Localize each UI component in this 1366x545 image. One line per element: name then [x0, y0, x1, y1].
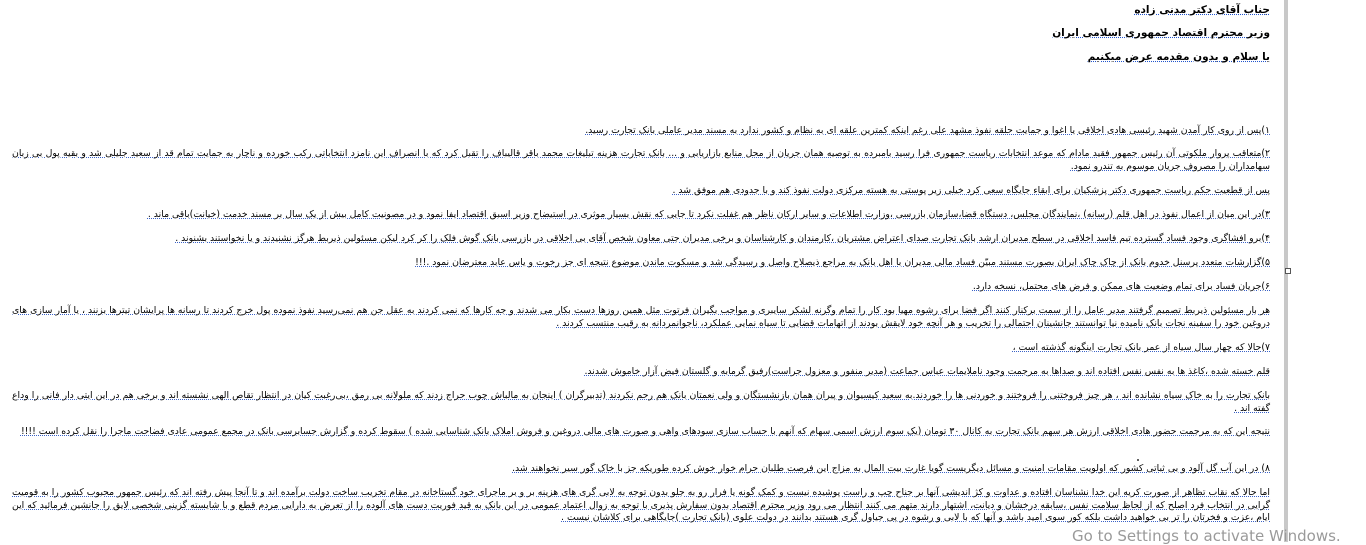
paragraph-11: بانک تجارت را به خاک سیاه نشانده اند ، هر چیز فروختنی را فروختند و خوردنی ها را خوردند.به سعید کیسیوان و پیران همان بازنشستگان و ولی نعمتان بانک هم رحم نکردند (تدبیرگران ) اینجان به مالباش چوب حراج زدند که ملولانه بی رمق ،بی‌رغبت کیان در انتظار تقاص الهی نشسته اند و برخی هم در این ایتی دار فانی را وداع گفته اند . — [12, 390, 1270, 414]
activation-watermark: Go to Settings to activate Windows. — [1072, 527, 1341, 545]
cursor-dot — [1137, 459, 1139, 461]
paragraph-8: هر بار مسئولین ذیربط تصمیم گرفتند مدیر عامل را از سمت برکنار کنند اگر فضا برای رشوه مهیا بود کار را تمام وگرنه لشکر سایبری و مواجب بگیران فرتوت مثل همین روزها دست بکار می شدند و جه کارها که نمی کردند به عقل جن هم نمی‌رسید نفوذ نموده پول خرج کردند تا رسانه ها پرایشان تیترها بزنند ، یا آمار سازی های دروغین خود را سفینه نجات بانک نامیده نیا توانستند جانشینان احتمالی را تخریب و هر آنچه خود لایقش بودند از اتهامات قضایی تا سیاه نمایی عملکرد، ناجوانمردانه به رقیب منتسب کردند . — [12, 305, 1270, 329]
paragraph-4: ۳)در این میان از اعمال نفوذ در اهل قلم (رسانه) ،نمایندگان مجلس، دستگاه قضا،سازمان بازرسی ،وزارت اطلاعات و سایر ارکان ناظر هم غفلت نکرد تا جایی که نقش بسیار موثری در استیضاح وزیر اسبق اقتصاد ایفا نمود و در مصونیت کامل بیش از یک سال بر مسند خدمت (خیانت)باقی ماند . — [147, 209, 1270, 220]
paragraph-12: نتیجه این که به مرجمت حضور هادی اخلاقی ارزش هر سهم بانک تجارت به کانال ۳۰ تومان (یک سوم ارزش اسمی سهام که آنهم با حساب سازی سودهای واهی و صورت های مالی دروغین و فروش املاک بانک شناسایی شده ) سقوط کرده و گزارش جسابرسی بانک در مجمع عمومی عادی فضاحت ماجرا را نقل کرده است !!!! — [20, 426, 1270, 437]
paragraph-6: ۵)گزارشات متعدد پرسنل خدوم بانک از چاک چاک ایران بصورت مستند مبیّن فساد مالی مدیران با اهل بانک به مراجع ذیصلاح واصل و رسیدگی شد و مسکوت ماندن موضوع نتیجه ای جز رخوت و یاس عابد معترضان نمود .!!! — [415, 257, 1270, 268]
addressee-line-2: وزیر محترم اقتصاد جمهوری اسلامی ایران — [1052, 27, 1270, 39]
paragraph-5: ۴)برو افشاگری وجود فساد گسترده تیم فاسد اخلاقی در سطح مدیران ارشد بانک تجارت صدای اعتراض مشتریان ،کارمندان و کارشناسان و برخی مدیران جتی معاون شخص آقای بی اخلاقی در بازرسی بانک گوش فلک را کر کرد لیکن مسئولین ذیربط هرگز نشنیدند و یا نخواستند بشنوند . — [175, 233, 1270, 244]
paragraph-14: اما حالا که نقاب تظاهر از صورت کریه این خدا نشناسان افتاده و عداوت و کژ اندیشی آنها بر جناح چپ و راست پوشیده نیست و کمک گونه یا فرار رو به جلو بدون توجه به لابی گری های هزینه بر و بر ماجرای خود گستاخانه در مقام تخریب ساخت دولت برآمده اند و تا آنجا پیش رفته اند که رئیس جمهور محبوب کشور را به قومیت گرایی در انتخاب فرد اصلح که از لحاظ سلامت نفس ،سابقه درخشان و دیانت، اشتهار دارند متهم می کنند انتظار می رود وزیر محترم اقتصاد بدون سفارش پذیری با توجه به زوال اعتماد عمومی در این بانک به قید فوریت دست های آلوده را از تعرض به دارایی مردم قطع و با شایسته گزینی شخصی لایق را جانشین فرمائید که این ایام ،عزت و فخرتان را تر بی خواهید داشت بلکه کور سوی امید باشد و آنها که با لابی و رشوه در پی جیاول گری هستند بدانند در دولت علوی (بانک تجارت )جایگاهی برای کلاشان نیست . — [12, 487, 1270, 523]
paragraph-2: ۲)متعاقب پروار ملکوتی آن رئیس جمهور فقید مادام که موعد انتخابات ریاست جمهوری فرا رسید بامبرده به توصیه همان جریان از محل منابع بازاریابی و ... بانک تجارت هزینه تبلیغات محمد باقر قالیباف را تقبل کرد که با انصراف این نامزد انتخاباتی رکب خورده و ناچار به جمایت تمام قد از سعید جلیلی شد و بقیه پول بی زبان سهامداران را مصروف جریان موسوم به تندرو نمود. — [12, 148, 1270, 172]
window-margin — [1288, 0, 1366, 542]
paragraph-13: ۸) در این آب گل آلود و بی ثباتی کشور که اولویت مقامات امنیت و مسائل دیگریست گویا غارت بیت المال به مزاج این فرصت طلبان حرام خوار خوش کرده طوریکه جز با خاک گور سیر نخواهند شد. — [512, 463, 1270, 474]
paragraph-10: قلم خسته شده ،کاغذ ها به نفس نفس افتاده اند و صداها به مرجمت وجود ناملایمات عباس جماعت (مدیر منفور و معزول جراست)رفیق گرمابه و گلستان فیض آزار خاموش شدند. — [584, 366, 1270, 377]
paragraph-1: ۱)پس از روی کار آمدن شهید رئیسی هادی اخلاقی یا اغوا و جمایت حلقه نفوذ مشهد علی رغم اینکه کمترین علقه ای به نظام و کشور ندارد به مسند مدیر عاملی بانک تجارت رسید. — [585, 125, 1270, 136]
paragraph-7: ۶)جریان فساد برای تمام وضعیت های ممکن و فرض های محتمل، نسخه دارد. — [972, 281, 1270, 292]
paragraph-3: پس از قطعیت حکم ریاست جمهوری دکتر پزشکیان برای ابقاء جایگاه سعی کرد خیلی زیر پوستی به هسته مرکزی دولت نفوذ کند و با جدودی هم موفق شد . — [672, 185, 1270, 196]
greeting-line: یا سلام و بدون مقدمه عرض میکنیم — [1087, 51, 1270, 63]
resize-handle[interactable] — [1285, 268, 1291, 274]
addressee-line-1: جناب آقای دکتر مدنی زاده — [1134, 4, 1270, 16]
paragraph-9: ۷)حالا که چهار سال سیاه از عمر بانک تجارت اینگونه گذشته است ، — [1012, 342, 1270, 353]
